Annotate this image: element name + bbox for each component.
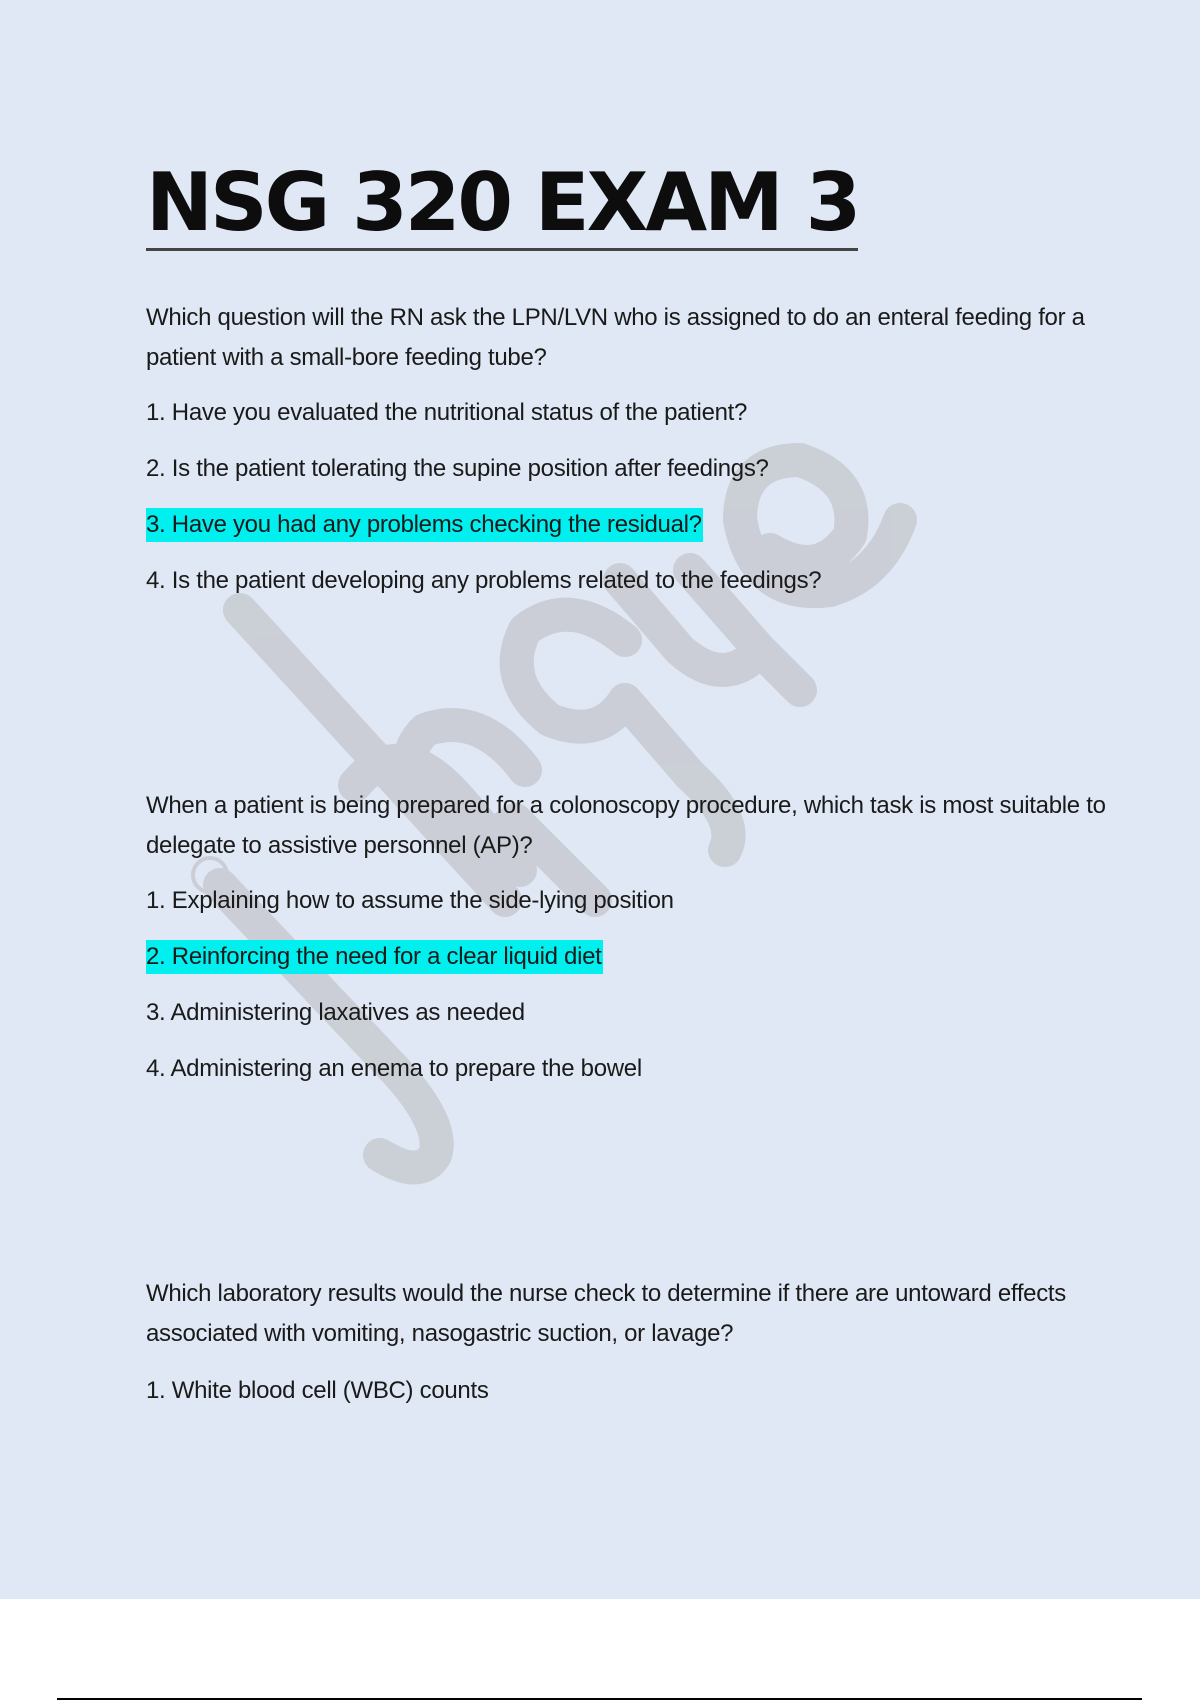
question-3-text: Which laboratory results would the nurse check to determine if there are untoward effects associated with vomiting, nasogastric suction, or lavage? <box>146 1280 1067 1347</box>
question-3-option-1: 1. White blood cell (WBC) counts <box>146 1377 489 1404</box>
page-title: NSG 320 EXAM 3 <box>146 156 859 249</box>
question-1-option-2: 2. Is the patient tolerating the supine position after feedings? <box>146 455 769 482</box>
question-2-text: When a patient is being prepared for a colonoscopy procedure, which task is most suitable to delegate to assistive personnel (AP)? <box>146 792 1106 859</box>
question-1-option-1: 1. Have you evaluated the nutritional status of the patient? <box>146 399 748 426</box>
question-2-option-3: 3. Administering laxatives as needed <box>146 999 525 1026</box>
question-2-option-2-highlighted: 2. Reinforcing the need for a clear liquid diet <box>146 940 603 974</box>
question-2-option-1: 1. Explaining how to assume the side-lying position <box>146 887 674 914</box>
question-1-option-4: 4. Is the patient developing any problems related to the feedings? <box>146 567 822 594</box>
question-1-text: Which question will the RN ask the LPN/LVN who is assigned to do an enteral feeding for a patient with a small-bore feeding tube? <box>146 304 1085 371</box>
question-1-option-3-highlighted: 3. Have you had any problems checking the residual? <box>146 508 703 542</box>
question-2-option-4: 4. Administering an enema to prepare the bowel <box>146 1055 642 1082</box>
